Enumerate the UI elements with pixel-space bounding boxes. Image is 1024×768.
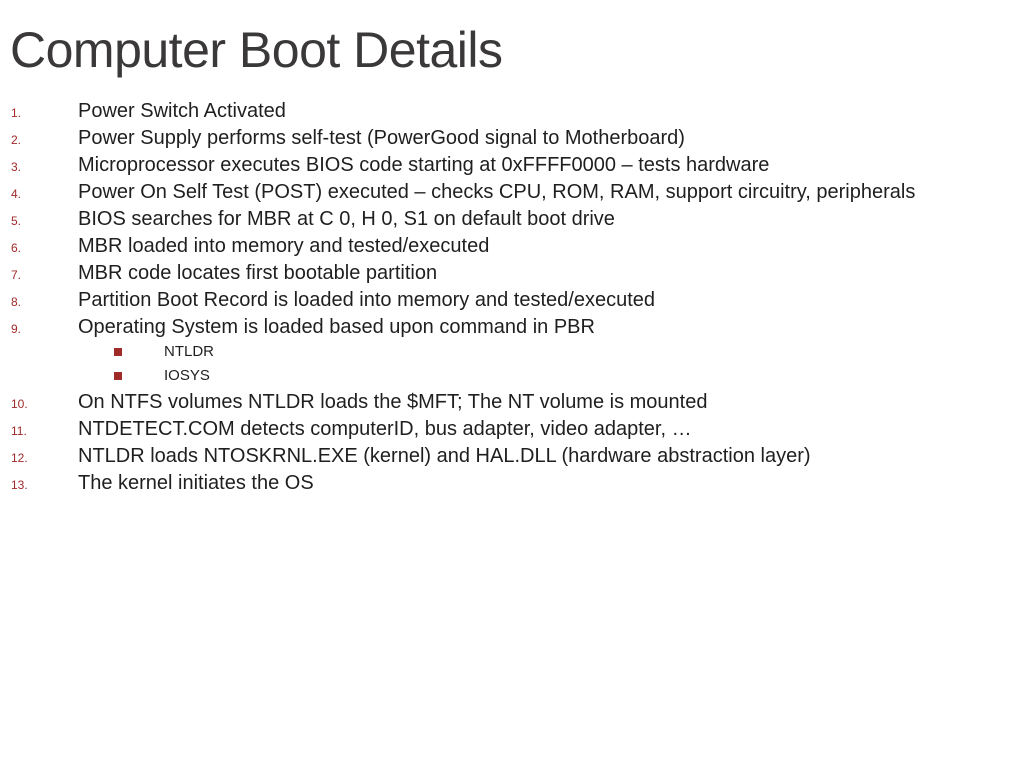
step-number: 7.	[11, 268, 22, 282]
step-text: NTLDR loads NTOSKRNL.EXE (kernel) and HAL.DLL (hardware abstraction layer)	[78, 445, 811, 467]
step-number: 2.	[11, 133, 22, 147]
list-item	[0, 263, 1010, 284]
list-item	[0, 317, 1010, 386]
step-text: Power Supply performs self-test (PowerGood signal to Motherboard)	[78, 127, 685, 149]
step-text: On NTFS volumes NTLDR loads the $MFT; The NT volume is mounted	[78, 391, 708, 413]
step-number: 6.	[11, 241, 22, 255]
step-number: 1.	[11, 106, 22, 120]
sub-list	[78, 342, 940, 386]
step-text: Power Switch Activated	[78, 100, 286, 122]
list-item	[0, 290, 1010, 311]
step-number: 12.	[11, 451, 28, 465]
step-text: MBR code locates first bootable partition	[78, 262, 438, 284]
list-item	[0, 236, 1010, 257]
step-number: 9.	[11, 322, 22, 336]
sub-item-text: IOSYS	[164, 367, 210, 384]
sub-list-item	[78, 366, 940, 386]
step-text: NTDETECT.COM detects computerID, bus adapter, video adapter, …	[78, 418, 692, 440]
step-number: 8.	[11, 295, 22, 309]
list-item	[0, 419, 1010, 440]
list-item	[0, 392, 1010, 413]
step-number: 5.	[11, 214, 22, 228]
sub-item-text: NTLDR	[164, 343, 215, 360]
step-number: 13.	[11, 478, 28, 492]
step-text: Power On Self Test (POST) executed – checks CPU, ROM, RAM, support circuitry, peripherals	[78, 181, 916, 203]
step-text: MBR loaded into memory and tested/executed	[78, 235, 490, 257]
list-item	[0, 182, 1010, 203]
step-number: 4.	[11, 187, 22, 201]
list-item	[0, 473, 1010, 494]
slide-title: Computer Boot Details	[10, 22, 503, 78]
list-item	[0, 155, 1010, 176]
list-item	[0, 209, 1010, 230]
list-item	[0, 101, 1010, 122]
step-text: Partition Boot Record is loaded into memory and tested/executed	[78, 289, 655, 311]
step-number: 11.	[11, 424, 27, 438]
step-text: BIOS searches for MBR at C 0, H 0, S1 on default boot drive	[78, 208, 615, 230]
step-number: 3.	[11, 160, 22, 174]
list-item	[0, 128, 1010, 149]
list-item	[0, 446, 1010, 467]
square-bullet-icon	[114, 348, 122, 356]
step-number: 10.	[11, 397, 28, 411]
boot-steps-list	[0, 101, 1010, 500]
square-bullet-icon	[114, 372, 122, 380]
step-text: Operating System is loaded based upon command in PBR	[78, 316, 595, 338]
step-text: Microprocessor executes BIOS code starting at 0xFFFF0000 – tests hardware	[78, 154, 770, 176]
step-text: The kernel initiates the OS	[78, 472, 314, 494]
sub-list-item	[78, 342, 940, 362]
